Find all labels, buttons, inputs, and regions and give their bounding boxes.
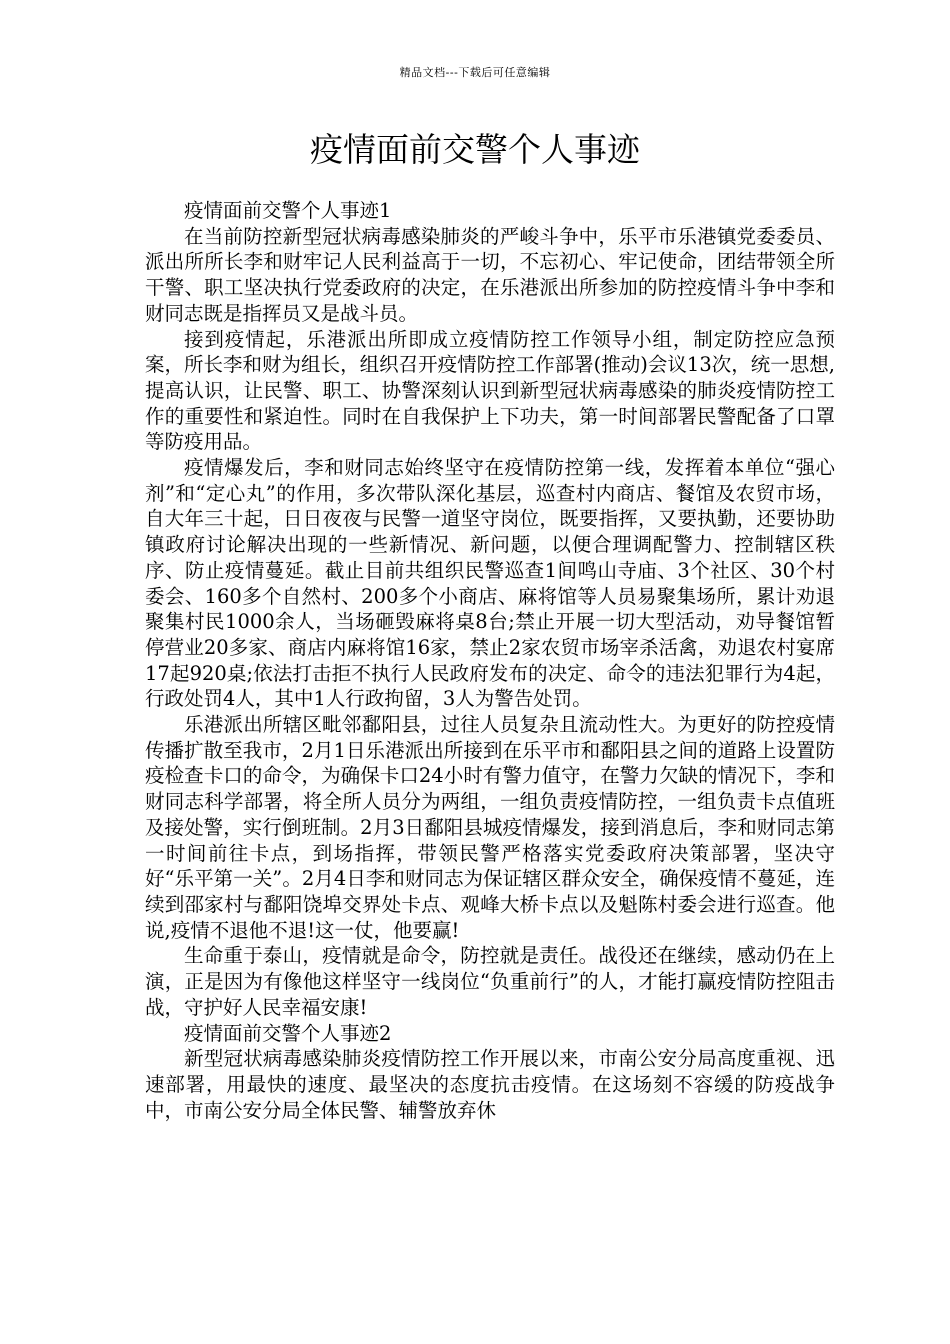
paragraph: 乐港派出所辖区毗邻鄱阳县，过往人员复杂且流动性大。为更好的防控疫情传播扩散至我市，2月1日乐港派出所接到在乐平市和鄱阳县之间的道路上设置防疫检查卡口的命令，为确保卡口24小时有警力值守，在警力欠缺的情况下，李和财同志科学部署，将全所人员分为两组，一组负责疫情防控，一组负责卡点值班及接处警，实行倒班制。2月3日鄱阳县城疫情爆发，接到消息后，李和财同志第一时间前往卡点，到场指挥，带领民警严格落实党委政府决策部署，坚决守好“乐平第一关”。2月4日李和财同志为保证辖区群众安全，确保疫情不蔓延，连续到邵家村与鄱阳饶埠交界处卡点、观峰大桥卡点以及魁陈村委会进行巡查。他说,疫情不退他不退!这一仗，他要赢!: [145, 713, 835, 942]
paragraph: 疫情爆发后，李和财同志始终坚守在疫情防控第一线，发挥着本单位“强心剂”和“定心丸”的作用，多次带队深化基层，巡查村内商店、餐馆及农贸市场，自大年三十起，日日夜夜与民警一道坚守岗位，既要指挥，又要执勤，还要协助镇政府讨论解决出现的一些新情况、新问题，以便合理调配警力、控制辖区秩序、防止疫情蔓延。截止目前共组织民警巡查1间鸣山寺庙、3个社区、30个村委会、160多个自然村、200多个小商店、麻将馆等人员易聚集场所，累计劝退聚集村民1000余人，当场砸毁麻将桌8台;禁止开展一切大型活动，劝导餐馆暂停营业20多家、商店内麻将馆16家，禁止2家农贸市场宰杀活禽，劝退农村宴席17起920桌;依法打击拒不执行人民政府发布的决定、命令的违法犯罪行为4起，行政处罚4人，其中1人行政拘留，3人为警告处罚。: [145, 456, 835, 711]
header-note: 精品文档---下载后可任意编辑: [399, 66, 551, 79]
section-heading-1: 疫情面前交警个人事迹1: [184, 199, 392, 222]
paragraph: 生命重于泰山，疫情就是命令，防控就是责任。战役还在继续，感动仍在上演，正是因为有像他这样坚守一线岗位“负重前行”的人，才能打赢疫情防控阻击战，守护好人民幸福安康!: [145, 944, 835, 1019]
paragraph: 在当前防控新型冠状病毒感染肺炎的严峻斗争中，乐平市乐港镇党委委员、派出所所长李和财牢记人民利益高于一切，不忘初心、牢记使命，团结带领全所干警、职工坚决执行党委政府的决定，在乐港派出所参加的防控疫情斗争中李和财同志既是指挥员又是战斗员。: [145, 224, 835, 325]
document-body: [145, 198, 835, 1123]
section-heading-2: 疫情面前交警个人事迹2: [184, 1021, 392, 1045]
paragraph: 新型冠状病毒感染肺炎疫情防控工作开展以来，市南公安分局高度重视、迅速部署，用最快的速度、最坚决的态度抗击疫情。在这场刻不容缓的防疫战争中，市南公安分局全体民警、辅警放弃休: [145, 1047, 835, 1122]
paragraph: 接到疫情起，乐港派出所即成立疫情防控工作领导小组，制定防控应急预案，所长李和财为组长，组织召开疫情防控工作部署(推动)会议13次，统一思想,提高认识，让民警、职工、协警深刻认识到新型冠状病毒感染的肺炎疫情防控工作的重要性和紧迫性。同时在自我保护上下功夫，第一时间部署民警配备了口罩等防疫用品。: [145, 327, 835, 454]
document-title: 疫情面前交警个人事迹: [310, 130, 640, 169]
